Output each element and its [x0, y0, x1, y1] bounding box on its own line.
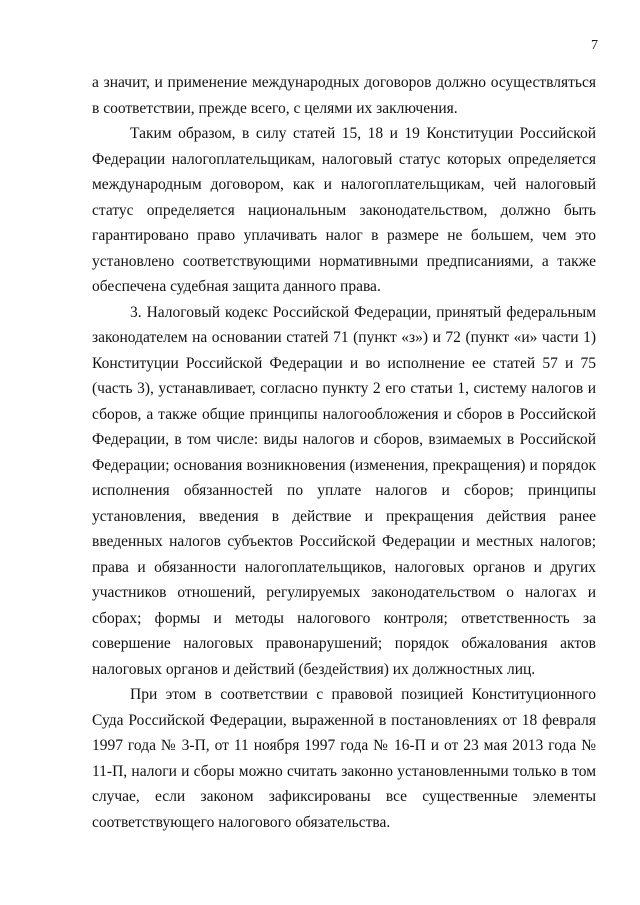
paragraph-tax-code: 3. Налоговый кодекс Российской Федерации, принятый федеральным законодателем на основании статей 71 (пункт «з») и 72 (пункт «и» части 1) Конституции Российской Федерации и во исполнение ее статей 57 и 75 (часть 3), устанавливает, согласно пункту 2 его статьи 1, систему налогов и сборов, а также общие принципы налогообложения и сборов в Российской Федерации, в том числе: виды налогов и сборов, взимаемых в Российской Федерации; основания возникновения (изменения, прекращения) и порядок исполнения обязанностей по уплате налогов и сборов; принципы установления, введения в действие и прекращения действия ранее введенных налогов субъектов Российской Федерации и местных налогов; права и обязанности налогоплательщиков, налоговых органов и других участников отношений, регулируемых законодательством о налогах и сборах; формы и методы налогового контроля; ответственность за совершение налоговых правонарушений; порядок обжалования актов налоговых органов и действий (бездействия) их должностных лиц. [92, 303, 596, 678]
paragraph-continuation: а значит, и применение международных договоров должно осуществляться в соответствии, прежде всего, с целями их заключения. [92, 74, 596, 117]
page-number: 7 [591, 38, 598, 53]
document-body [92, 70, 596, 835]
paragraph-legal-position: При этом в соответствии с правовой позицией Конституционного Суда Российской Федерации, выраженной в постановлениях от 18 февраля 1997 года № 3-П, от 11 ноября 1997 года № 16-П и от 23 мая 2013 года № 11-П, налоги и сборы можно считать законно установленными только в том случае, если законом зафиксированы все существенные элементы соответствующего налогового обязательства. [92, 686, 596, 831]
paragraph-conclusion: Таким образом, в силу статей 15, 18 и 19 Конституции Российской Федерации налогоплательщикам, налоговый статус которых определяется международным договором, как и налогоплательщикам, чей налоговый статус определяется национальным законодательством, должно быть гарантировано право уплачивать налог в размере не большем, чем это установлено соответствующими нормативными предписаниями, а также обеспечена судебная защита данного права. [92, 125, 596, 295]
